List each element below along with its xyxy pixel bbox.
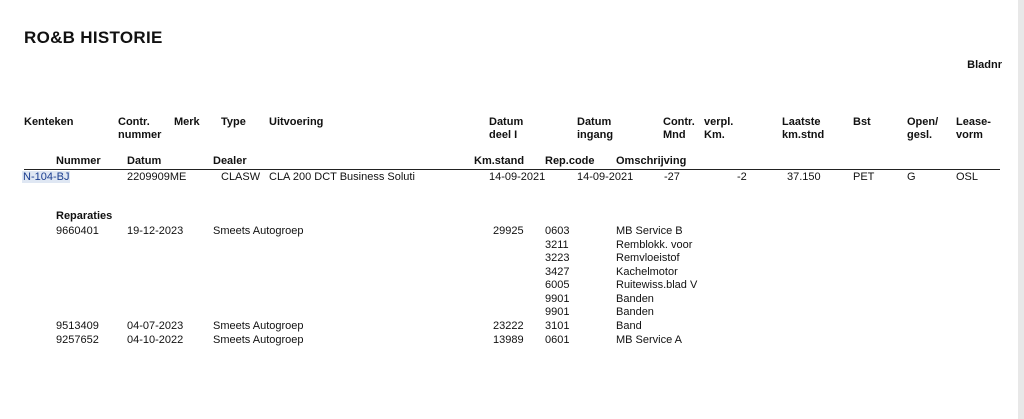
- repair-line-code: 0601: [545, 334, 570, 346]
- repair-kmstand: 13989: [493, 334, 524, 346]
- header-repcode: Rep.code: [545, 155, 595, 167]
- header-contract-nummer: Contr. nummer: [118, 116, 162, 141]
- header-contract-mnd: Contr. Mnd: [663, 116, 695, 141]
- repair-dealer: Smeets Autogroep: [213, 320, 304, 332]
- vehicle-uitvoering: CLA 200 DCT Business Soluti: [269, 171, 415, 183]
- header-kenteken: Kenteken: [24, 116, 74, 128]
- repair-datum: 04-10-2022: [127, 334, 184, 346]
- header-datum: Datum: [127, 155, 162, 167]
- vehicle-laatste-kmstand: 37.150: [787, 171, 821, 183]
- repair-line-desc: Banden: [616, 306, 654, 318]
- header-merk: Merk: [174, 116, 200, 128]
- header-laatste-kmstand: Laatste km.stnd: [782, 116, 825, 141]
- header-type: Type: [221, 116, 246, 128]
- vehicle-datum-ingang: 14-09-2021: [577, 171, 634, 183]
- repair-line-desc: Ruitewiss.blad V: [616, 279, 698, 291]
- repair-line-desc: Banden: [616, 292, 654, 305]
- repair-line-desc: MB Service A: [616, 334, 683, 346]
- repair-line-code: 9901: [545, 306, 570, 318]
- vehicle-verpl-km: -2: [737, 171, 747, 183]
- header-omschrijving: Omschrijving: [616, 155, 687, 167]
- page-number-label: Bladnr: [967, 59, 1002, 71]
- header-datum-deel: Datum deel I: [489, 116, 524, 141]
- repair-dealer: Smeets Autogroep: [213, 334, 304, 346]
- repair-line-code: 0603: [545, 225, 570, 237]
- header-leasevorm: Lease- vorm: [956, 116, 991, 141]
- vehicle-bst: PET: [853, 171, 875, 183]
- repair-datum: 04-07-2023: [127, 320, 184, 332]
- repair-line-code: 6005: [545, 279, 570, 291]
- repair-line-desc: Remvloeistof: [616, 252, 680, 264]
- repair-nummer: 9513409: [56, 320, 99, 332]
- repair-line-desc: Remblokk. voor: [616, 238, 693, 251]
- vehicle-leasevorm: OSL: [956, 171, 979, 183]
- vehicle-open-gesl: G: [907, 171, 916, 183]
- vehicle-kenteken-text: N-104-BJ: [23, 171, 70, 183]
- vehicle-contract-merk: 2209909ME: [127, 171, 187, 183]
- header-dealer: Dealer: [213, 155, 247, 167]
- repair-kmstand: 29925: [493, 225, 524, 237]
- vehicle-datum-deel: 14-09-2021: [489, 171, 546, 183]
- repair-line-code: 3101: [545, 320, 570, 332]
- reparaties-label: Reparaties: [56, 210, 113, 222]
- header-divider: [24, 169, 1000, 170]
- repair-line-code: 3427: [545, 265, 570, 278]
- repair-line-code: 3223: [545, 252, 570, 264]
- repair-line-desc: MB Service B: [616, 225, 683, 237]
- vehicle-contract-mnd: -27: [664, 171, 680, 183]
- repair-datum: 19-12-2023: [127, 225, 184, 237]
- header-kmstand: Km.stand: [474, 155, 525, 167]
- repair-nummer: 9257652: [56, 334, 99, 346]
- header-bst: Bst: [853, 116, 871, 128]
- window-edge: [1018, 0, 1024, 419]
- repair-line-code: 3211: [545, 238, 569, 251]
- repair-line-desc: Kachelmotor: [616, 265, 678, 278]
- repair-nummer: 9660401: [56, 225, 99, 237]
- header-uitvoering: Uitvoering: [269, 116, 324, 128]
- vehicle-type: CLASW: [221, 171, 261, 183]
- report-title: RO&B HISTORIE: [24, 28, 163, 47]
- repair-line-desc: Band: [616, 320, 642, 332]
- repair-dealer: Smeets Autogroep: [213, 225, 304, 237]
- header-verpl-km: verpl. Km.: [704, 116, 734, 141]
- repair-kmstand: 23222: [493, 320, 524, 332]
- repair-line-code: 9901: [545, 292, 570, 305]
- header-datum-ingang: Datum ingang: [577, 116, 614, 141]
- header-nummer: Nummer: [56, 155, 101, 167]
- header-open-gesl: Open/ gesl.: [907, 116, 939, 141]
- vehicle-kenteken[interactable]: [22, 171, 70, 184]
